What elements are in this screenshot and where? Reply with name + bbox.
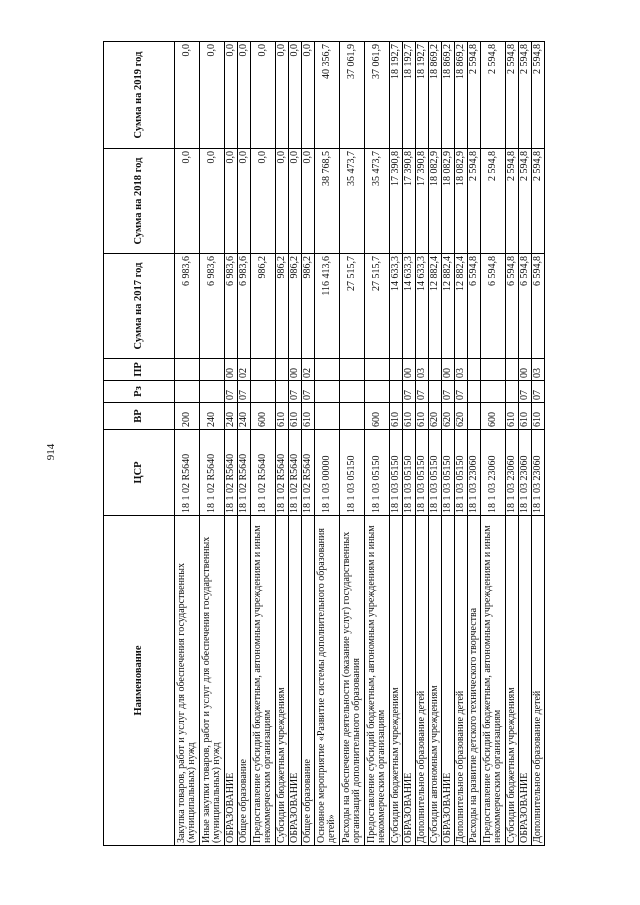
row-name: Субсидии автономным учреждениям (429, 516, 442, 846)
row-sum-2017: 986,2 (302, 254, 315, 359)
row-name: Основное мероприятие «Развитие системы дополнительного образования детей» (315, 516, 340, 846)
row-rz: 07 (532, 381, 545, 403)
table-row (315, 42, 340, 846)
header-2017: Сумма на 2017 год (104, 254, 175, 359)
row-rz (315, 381, 340, 403)
row-csr: 18 1 02 R5640 (225, 430, 238, 516)
header-2019: Сумма на 2019 год (104, 42, 175, 149)
table-row (429, 42, 442, 846)
row-csr: 18 1 02 R5640 (302, 430, 315, 516)
row-sum-2017: 12 882,4 (442, 254, 455, 359)
row-pr: 02 (238, 359, 251, 381)
row-pr (506, 359, 519, 381)
table-row (442, 42, 455, 846)
row-sum-2019: 2 594,8 (468, 42, 481, 149)
table-row (302, 42, 315, 846)
row-sum-2018: 17 390,8 (403, 149, 416, 254)
row-vr: 610 (289, 403, 302, 430)
table-row (251, 42, 276, 846)
row-sum-2017: 6 594,8 (519, 254, 532, 359)
row-sum-2018: 35 473,7 (365, 149, 390, 254)
row-sum-2019: 0,0 (238, 42, 251, 149)
row-sum-2019: 37 061,9 (365, 42, 390, 149)
row-rz (365, 381, 390, 403)
row-csr: 18 1 02 R5640 (251, 430, 276, 516)
row-sum-2017: 27 515,7 (365, 254, 390, 359)
row-rz: 07 (455, 381, 468, 403)
row-name: Общее образование (238, 516, 251, 846)
row-name: Закупка товаров, работ и услуг для обеспечения государственных (муниципальных) нужд (175, 516, 200, 846)
row-vr: 240 (238, 403, 251, 430)
table-row (416, 42, 429, 846)
row-csr: 18 1 03 05150 (403, 430, 416, 516)
row-rz: 07 (416, 381, 429, 403)
row-csr: 18 1 02 R5640 (289, 430, 302, 516)
row-rz: 07 (289, 381, 302, 403)
row-sum-2019: 2 594,8 (519, 42, 532, 149)
row-name: Дополнительное образование детей (532, 516, 545, 846)
row-name: Иные закупки товаров, работ и услуг для обеспечения государственных (муниципальных) нужд (200, 516, 225, 846)
row-csr: 18 1 03 05150 (416, 430, 429, 516)
header-pr: ПР (104, 359, 175, 381)
row-vr: 620 (429, 403, 442, 430)
row-sum-2018: 0,0 (276, 149, 289, 254)
row-pr (200, 359, 225, 381)
row-sum-2019: 18 192,7 (390, 42, 403, 149)
row-sum-2019: 0,0 (225, 42, 238, 149)
row-csr: 18 1 03 23060 (506, 430, 519, 516)
row-vr: 610 (506, 403, 519, 430)
row-vr: 620 (455, 403, 468, 430)
row-csr: 18 1 03 23060 (481, 430, 506, 516)
row-rz (468, 381, 481, 403)
row-vr: 610 (519, 403, 532, 430)
table-row (340, 42, 365, 846)
row-name: Субсидии бюджетным учреждениям (276, 516, 289, 846)
row-sum-2019: 0,0 (175, 42, 200, 149)
row-sum-2017: 14 633,3 (403, 254, 416, 359)
row-sum-2019: 2 594,8 (506, 42, 519, 149)
row-name: Субсидии бюджетным учреждениям (390, 516, 403, 846)
row-csr: 18 1 03 23060 (532, 430, 545, 516)
row-pr: 03 (532, 359, 545, 381)
row-vr: 610 (276, 403, 289, 430)
row-csr: 18 1 03 05150 (390, 430, 403, 516)
row-csr: 18 1 03 05150 (429, 430, 442, 516)
header-vr: ВР (104, 403, 175, 430)
table-row (225, 42, 238, 846)
row-vr: 610 (390, 403, 403, 430)
row-name: Расходы на развитие детского технического творчества (468, 516, 481, 846)
row-rz (200, 381, 225, 403)
row-pr: 03 (455, 359, 468, 381)
row-sum-2018: 17 390,8 (416, 149, 429, 254)
row-name: Предоставление субсидий бюджетным, автономным учреждениям и иным некоммерческим организациям (251, 516, 276, 846)
row-csr: 18 1 03 23060 (468, 430, 481, 516)
row-sum-2019: 37 061,9 (340, 42, 365, 149)
row-sum-2018: 35 473,7 (340, 149, 365, 254)
row-name: ОБРАЗОВАНИЕ (403, 516, 416, 846)
row-csr: 18 1 03 00000 (315, 430, 340, 516)
row-rz: 07 (403, 381, 416, 403)
row-sum-2017: 6 594,8 (468, 254, 481, 359)
row-sum-2018: 0,0 (200, 149, 225, 254)
row-csr: 18 1 03 23060 (519, 430, 532, 516)
row-sum-2018: 2 594,8 (506, 149, 519, 254)
row-pr (276, 359, 289, 381)
row-sum-2017: 27 515,7 (340, 254, 365, 359)
row-rz: 07 (302, 381, 315, 403)
row-sum-2017: 14 633,3 (416, 254, 429, 359)
row-vr: 620 (442, 403, 455, 430)
row-sum-2017: 14 633,3 (390, 254, 403, 359)
row-sum-2019: 2 594,8 (481, 42, 506, 149)
row-sum-2019: 2 594,8 (532, 42, 545, 149)
row-pr (251, 359, 276, 381)
table-row (468, 42, 481, 846)
table-body (175, 42, 545, 846)
header-2018: Сумма на 2018 год (104, 149, 175, 254)
table-header-row (104, 42, 175, 846)
row-vr: 610 (532, 403, 545, 430)
row-pr: 00 (225, 359, 238, 381)
row-sum-2019: 40 356,7 (315, 42, 340, 149)
row-pr: 02 (302, 359, 315, 381)
row-rz: 07 (238, 381, 251, 403)
row-csr: 18 1 03 05150 (340, 430, 365, 516)
row-csr: 18 1 03 05150 (365, 430, 390, 516)
page-number: 914 (45, 443, 57, 461)
row-rz (390, 381, 403, 403)
row-rz (251, 381, 276, 403)
header-name: Наименование (104, 516, 175, 846)
row-rz (481, 381, 506, 403)
row-vr: 240 (225, 403, 238, 430)
row-sum-2018: 2 594,8 (532, 149, 545, 254)
row-vr: 610 (416, 403, 429, 430)
row-pr: 00 (289, 359, 302, 381)
header-csr: ЦСР (104, 430, 175, 516)
row-sum-2019: 0,0 (302, 42, 315, 149)
header-rz: Рз (104, 381, 175, 403)
row-name: Дополнительное образование детей (416, 516, 429, 846)
row-sum-2018: 18 082,9 (429, 149, 442, 254)
row-pr: 00 (519, 359, 532, 381)
row-sum-2019: 0,0 (289, 42, 302, 149)
table-row (175, 42, 200, 846)
row-sum-2018: 0,0 (289, 149, 302, 254)
row-vr: 610 (302, 403, 315, 430)
row-sum-2017: 6 983,6 (200, 254, 225, 359)
budget-table (103, 41, 545, 846)
row-rz (340, 381, 365, 403)
row-pr (481, 359, 506, 381)
row-pr (468, 359, 481, 381)
table-row (519, 42, 532, 846)
row-csr: 18 1 02 R5640 (200, 430, 225, 516)
row-pr (429, 359, 442, 381)
table-row (289, 42, 302, 846)
row-name: Дополнительное образование детей (455, 516, 468, 846)
table-row (506, 42, 519, 846)
row-rz: 07 (519, 381, 532, 403)
table-row (390, 42, 403, 846)
row-csr: 18 1 03 05150 (442, 430, 455, 516)
row-sum-2018: 2 594,8 (481, 149, 506, 254)
table-row (238, 42, 251, 846)
row-vr: 600 (251, 403, 276, 430)
table-row (200, 42, 225, 846)
row-name: ОБРАЗОВАНИЕ (519, 516, 532, 846)
row-name: ОБРАЗОВАНИЕ (442, 516, 455, 846)
row-sum-2017: 12 882,4 (455, 254, 468, 359)
row-name: Субсидии бюджетным учреждениям (506, 516, 519, 846)
row-name: Расходы на обеспечение деятельности (оказание услуг) государственных организаций дополнительного образования (340, 516, 365, 846)
table-row (455, 42, 468, 846)
row-sum-2019: 18 869,2 (429, 42, 442, 149)
rotated-table-container (103, 42, 553, 846)
row-sum-2017: 986,2 (251, 254, 276, 359)
row-csr: 18 1 02 R5640 (276, 430, 289, 516)
row-sum-2018: 17 390,8 (390, 149, 403, 254)
row-vr (468, 403, 481, 430)
row-sum-2018: 2 594,8 (519, 149, 532, 254)
row-sum-2018: 0,0 (251, 149, 276, 254)
row-name: ОБРАЗОВАНИЕ (289, 516, 302, 846)
row-name: Общее образование (302, 516, 315, 846)
table-row (403, 42, 416, 846)
row-vr: 200 (175, 403, 200, 430)
row-vr: 600 (481, 403, 506, 430)
row-sum-2018: 18 082,9 (455, 149, 468, 254)
row-sum-2017: 6 594,8 (481, 254, 506, 359)
row-sum-2019: 18 192,7 (403, 42, 416, 149)
row-sum-2017: 6 594,8 (506, 254, 519, 359)
row-sum-2018: 2 594,8 (468, 149, 481, 254)
row-rz (276, 381, 289, 403)
row-pr (175, 359, 200, 381)
row-pr (315, 359, 340, 381)
row-sum-2017: 116 413,6 (315, 254, 340, 359)
row-name: Предоставление субсидий бюджетным, автономным учреждениям и иным некоммерческим организациям (365, 516, 390, 846)
row-rz (429, 381, 442, 403)
row-sum-2019: 0,0 (276, 42, 289, 149)
row-sum-2018: 38 768,5 (315, 149, 340, 254)
row-csr: 18 1 02 R5640 (175, 430, 200, 516)
row-sum-2017: 986,2 (289, 254, 302, 359)
table-row (276, 42, 289, 846)
row-name: Предоставление субсидий бюджетным, автономным учреждениям и иным некоммерческим организациям (481, 516, 506, 846)
row-vr: 240 (200, 403, 225, 430)
row-sum-2019: 0,0 (200, 42, 225, 149)
row-rz: 07 (225, 381, 238, 403)
row-pr: 03 (416, 359, 429, 381)
row-sum-2018: 0,0 (238, 149, 251, 254)
row-sum-2017: 12 882,4 (429, 254, 442, 359)
row-pr (365, 359, 390, 381)
row-sum-2017: 6 983,6 (175, 254, 200, 359)
row-rz (506, 381, 519, 403)
row-rz (175, 381, 200, 403)
row-csr: 18 1 02 R5640 (238, 430, 251, 516)
row-sum-2017: 6 983,6 (238, 254, 251, 359)
row-sum-2019: 18 192,7 (416, 42, 429, 149)
row-sum-2019: 0,0 (251, 42, 276, 149)
row-sum-2018: 0,0 (175, 149, 200, 254)
row-sum-2018: 18 082,9 (442, 149, 455, 254)
row-sum-2017: 986,2 (276, 254, 289, 359)
row-pr (390, 359, 403, 381)
row-sum-2019: 18 869,2 (455, 42, 468, 149)
row-sum-2017: 6 983,6 (225, 254, 238, 359)
row-vr (340, 403, 365, 430)
row-name: ОБРАЗОВАНИЕ (225, 516, 238, 846)
row-vr (315, 403, 340, 430)
row-pr (340, 359, 365, 381)
row-vr: 600 (365, 403, 390, 430)
row-pr: 00 (403, 359, 416, 381)
row-sum-2019: 18 869,2 (442, 42, 455, 149)
row-csr: 18 1 03 05150 (455, 430, 468, 516)
row-sum-2018: 0,0 (302, 149, 315, 254)
table-row (532, 42, 545, 846)
table-row (481, 42, 506, 846)
row-sum-2017: 6 594,8 (532, 254, 545, 359)
row-vr: 610 (403, 403, 416, 430)
row-pr: 00 (442, 359, 455, 381)
row-sum-2018: 0,0 (225, 149, 238, 254)
row-rz: 07 (442, 381, 455, 403)
table-row (365, 42, 390, 846)
